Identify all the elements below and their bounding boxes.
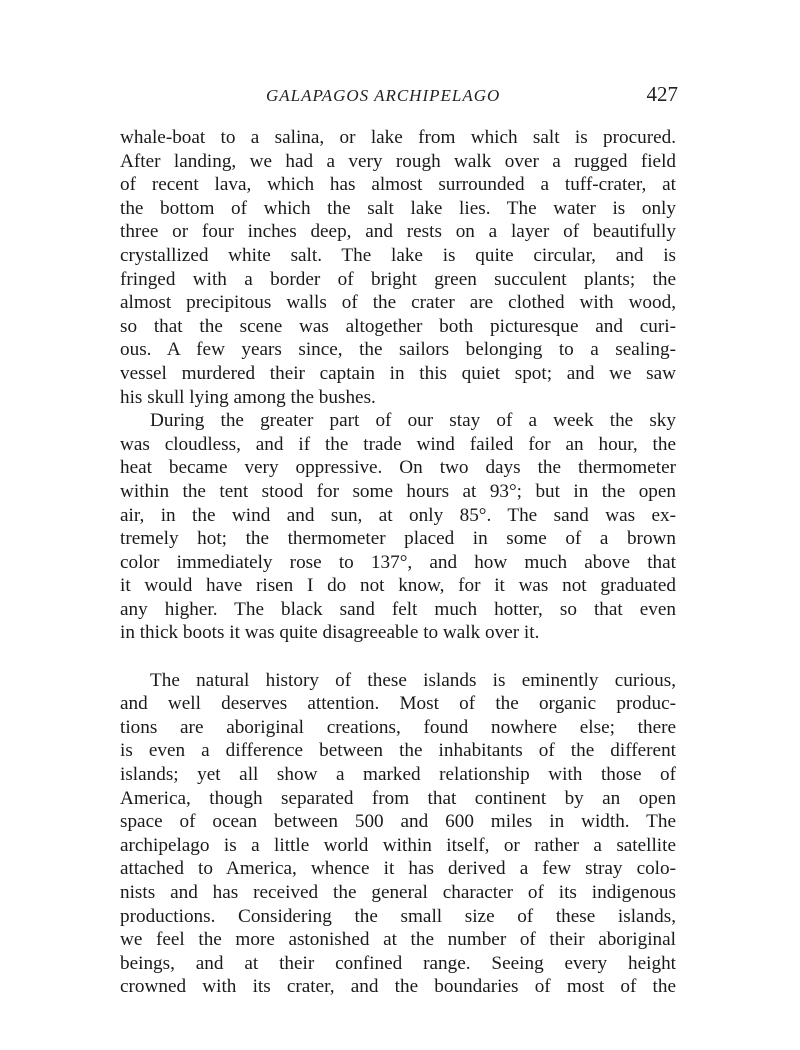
text-line: was cloudless, and if the trade wind failed for an hour, the <box>120 433 676 455</box>
text-line: tremely hot; the thermometer placed in some of a brown <box>120 528 676 550</box>
text-line: within the tent stood for some hours at 93°; but in the open <box>120 480 676 502</box>
running-head <box>118 82 678 110</box>
paragraph <box>120 409 676 645</box>
text-line: space of ocean between 500 and 600 miles in width. The <box>120 811 676 833</box>
page-number: 427 <box>646 82 678 106</box>
text-line: his skull lying among the bushes. <box>120 386 376 408</box>
text-line: During the greater part of our stay of a week the sky <box>150 410 676 432</box>
text-line: and well deserves attention. Most of the organic produc- <box>120 693 676 715</box>
text-line: After landing, we had a very rough walk over a rugged field <box>120 150 676 172</box>
text-line: in thick boots it was quite disagreeable to walk over it. <box>120 622 540 644</box>
text-line: productions. Considering the small size of these islands, <box>120 905 676 927</box>
text-line: crystallized white salt. The lake is quite circular, and is <box>120 244 676 266</box>
text-line: it would have risen I do not know, for it was not graduated <box>120 575 676 597</box>
text-line: vessel murdered their captain in this quiet spot; and we saw <box>120 362 676 384</box>
body-text <box>120 126 676 999</box>
text-line: crowned with its crater, and the boundaries of most of the <box>120 976 676 998</box>
text-line: so that the scene was altogether both picturesque and curi- <box>120 315 676 337</box>
text-line: air, in the wind and sun, at only 85°. The sand was ex- <box>120 504 676 526</box>
text-line: the bottom of which the salt lake lies. The water is only <box>120 197 676 219</box>
text-line: heat became very oppressive. On two days the thermometer <box>120 457 676 479</box>
text-line: ous. A few years since, the sailors belonging to a sealing- <box>120 339 676 361</box>
running-title: GALAPAGOS ARCHIPELAGO <box>266 86 501 105</box>
paragraph-break <box>120 645 676 669</box>
text-line: archipelago is a little world within itself, or rather a satellite <box>120 834 676 856</box>
text-line: islands; yet all show a marked relationship with those of <box>120 764 676 786</box>
paragraph <box>120 126 676 409</box>
text-line: whale-boat to a salina, or lake from which salt is procured. <box>120 127 676 148</box>
text-line: is even a difference between the inhabitants of the different <box>120 740 676 762</box>
text-line: color immediately rose to 137°, and how much above that <box>120 551 676 573</box>
text-line: America, though separated from that continent by an open <box>120 787 676 809</box>
text-line: almost precipitous walls of the crater are clothed with wood, <box>120 292 676 314</box>
paragraph <box>120 669 676 999</box>
text-line: attached to America, whence it has derived a few stray colo- <box>120 858 676 880</box>
text-line: tions are aboriginal creations, found nowhere else; there <box>120 716 676 738</box>
text-line: of recent lava, which has almost surrounded a tuff-crater, at <box>120 174 676 196</box>
text-line: The natural history of these islands is eminently curious, <box>150 669 676 691</box>
text-line: nists and has received the general character of its indigenous <box>120 882 676 903</box>
text-line: beings, and at their confined range. Seeing every height <box>120 952 676 974</box>
text-line: we feel the more astonished at the number of their aboriginal <box>120 929 676 951</box>
text-line: fringed with a border of bright green succulent plants; the <box>120 268 676 290</box>
text-line: three or four inches deep, and rests on a layer of beautifully <box>120 221 676 243</box>
text-line: any higher. The black sand felt much hotter, so that even <box>120 598 676 620</box>
